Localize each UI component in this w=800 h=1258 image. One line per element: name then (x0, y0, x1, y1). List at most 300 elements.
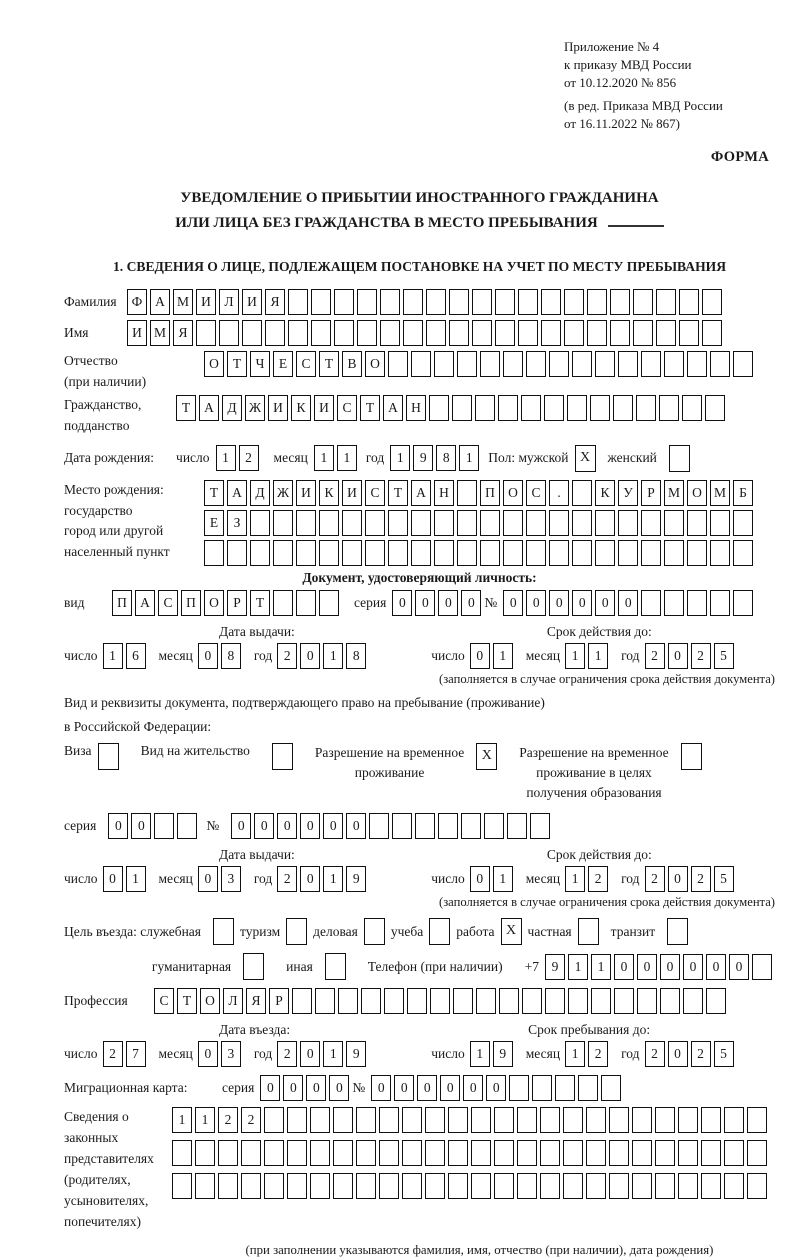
char-cell (637, 988, 657, 1014)
id-restriction-note: (заполняется в случае ограничения срока действия документа) (439, 671, 775, 686)
char-cell: Я (173, 320, 193, 346)
char-cell (664, 540, 684, 566)
char-cell (379, 1140, 399, 1166)
char-cell (334, 320, 354, 346)
char-cell (587, 320, 607, 346)
permit-expiry-month-cells (565, 866, 611, 892)
char-cell (172, 1140, 192, 1166)
char-cell (702, 320, 722, 346)
char-cell (425, 1173, 445, 1199)
char-cell: 0 (461, 590, 481, 616)
char-cell: 1 (591, 954, 611, 980)
char-cell (678, 1107, 698, 1133)
permit-issue-month-cells (198, 866, 244, 892)
char-cell (426, 289, 446, 315)
residence-permit-item (141, 743, 293, 770)
char-cell (287, 1140, 307, 1166)
char-cell: 1 (493, 643, 513, 669)
char-cell (310, 1173, 330, 1199)
char-cell (480, 351, 500, 377)
char-cell (549, 351, 569, 377)
char-cell (392, 813, 412, 839)
char-cell: Т (319, 351, 339, 377)
purpose-work-checkbox: X (501, 918, 522, 945)
char-cell (555, 1075, 575, 1101)
representatives-label: Сведения о законных представителях (родителях, усыновителях, попечителях) (64, 1109, 154, 1229)
char-cell: 0 (198, 643, 218, 669)
char-cell (503, 540, 523, 566)
char-cell (334, 289, 354, 315)
char-cell (411, 351, 431, 377)
char-cell (733, 590, 753, 616)
char-cell (706, 988, 726, 1014)
char-cell: 9 (346, 866, 366, 892)
field-row-permit-series (64, 813, 775, 839)
char-cell: И (296, 480, 316, 506)
char-cell: 2 (645, 866, 665, 892)
char-cell (702, 289, 722, 315)
permit-series-cells (108, 813, 200, 839)
purpose-business-checkbox (364, 918, 385, 945)
char-cell: Т (176, 395, 196, 421)
char-cell: 1 (314, 445, 334, 471)
char-cell: 2 (691, 643, 711, 669)
char-cell: 0 (277, 813, 297, 839)
citizenship-cells (176, 395, 728, 421)
char-cell: З (227, 510, 247, 536)
char-cell (494, 1140, 514, 1166)
char-cell (288, 320, 308, 346)
char-cell (415, 813, 435, 839)
migration-card-label: Миграционная карта: (64, 1080, 188, 1096)
char-cell (733, 540, 753, 566)
char-cell: Ж (273, 480, 293, 506)
char-cell (242, 320, 262, 346)
char-cell (434, 510, 454, 536)
id-expiry-year-cells (645, 643, 737, 669)
entry-dates-row (64, 1041, 775, 1067)
year-label: год (365, 450, 385, 466)
char-cell: И (196, 289, 216, 315)
char-cell (472, 289, 492, 315)
char-cell (618, 510, 638, 536)
char-cell (678, 1140, 698, 1166)
char-cell (273, 510, 293, 536)
char-cell (586, 1173, 606, 1199)
residence-doc-line1: Вид и реквизиты документа, подтверждающего право на пребывание (проживание) (64, 694, 545, 710)
char-cell: С (158, 590, 178, 616)
surname-cells (127, 289, 725, 315)
char-cell: Л (223, 988, 243, 1014)
sex-male-label: Пол: мужской (488, 450, 569, 466)
char-cell (595, 351, 615, 377)
purpose-tourism-label: туризм (240, 923, 281, 939)
char-cell (518, 320, 538, 346)
char-cell (679, 289, 699, 315)
char-cell: И (242, 289, 262, 315)
char-cell (219, 320, 239, 346)
permit-issue-year-cells (277, 866, 369, 892)
char-cell: С (337, 395, 357, 421)
char-cell (590, 395, 610, 421)
char-cell (403, 320, 423, 346)
char-cell: 0 (417, 1075, 437, 1101)
char-cell (710, 540, 730, 566)
char-cell: 1 (493, 866, 513, 892)
char-cell (701, 1107, 721, 1133)
entry-month-cells (198, 1041, 244, 1067)
char-cell: П (112, 590, 132, 616)
char-cell: 1 (470, 1041, 490, 1067)
char-cell: 0 (300, 643, 320, 669)
day-label: число (176, 450, 210, 466)
char-cell (660, 988, 680, 1014)
char-cell (379, 1173, 399, 1199)
char-cell: 7 (126, 1041, 146, 1067)
char-cell: 2 (691, 866, 711, 892)
char-cell: Т (388, 480, 408, 506)
char-cell (659, 395, 679, 421)
char-cell (567, 395, 587, 421)
char-cell (710, 351, 730, 377)
stay-until-group: число 1 9 месяц 1 2 год 2 0 2 5 (431, 1041, 736, 1067)
char-cell (682, 395, 702, 421)
char-cell (425, 1140, 445, 1166)
char-cell (495, 289, 515, 315)
char-cell (338, 988, 358, 1014)
char-cell (752, 954, 772, 980)
char-cell: 0 (618, 590, 638, 616)
char-cell (296, 510, 316, 536)
temp-residence-edu-checkbox (681, 743, 702, 770)
char-cell (724, 1140, 744, 1166)
field-row-migration-card (64, 1075, 775, 1101)
char-cell: 0 (486, 1075, 506, 1101)
entry-date-label: Дата въезда: (219, 1022, 291, 1038)
char-cell: 0 (323, 813, 343, 839)
char-cell (429, 395, 449, 421)
char-cell: 0 (706, 954, 726, 980)
purpose-private-label: частная (527, 923, 572, 939)
char-cell (264, 1140, 284, 1166)
id-expiry-date-group: число 0 1 месяц 1 1 год 2 0 2 5 (431, 643, 736, 669)
char-cell (310, 1107, 330, 1133)
char-cell (591, 988, 611, 1014)
migration-series-cells (260, 1075, 352, 1101)
char-cell: 1 (588, 643, 608, 669)
char-cell (480, 510, 500, 536)
char-cell (609, 1140, 629, 1166)
permit-valid-until-label: Срок действия до: (546, 847, 652, 863)
char-cell (227, 540, 247, 566)
char-cell: 0 (683, 954, 703, 980)
char-cell (541, 320, 561, 346)
char-cell: 0 (572, 590, 592, 616)
char-cell (457, 540, 477, 566)
char-cell: О (503, 480, 523, 506)
char-cell (572, 540, 592, 566)
char-cell (296, 590, 316, 616)
char-cell (333, 1107, 353, 1133)
char-cell (683, 988, 703, 1014)
char-cell (655, 1140, 675, 1166)
char-cell (687, 351, 707, 377)
char-cell (411, 540, 431, 566)
id-doc-dates-row (64, 643, 775, 669)
char-cell: К (291, 395, 311, 421)
char-cell: П (181, 590, 201, 616)
char-cell (241, 1140, 261, 1166)
char-cell: У (618, 480, 638, 506)
char-cell (609, 1107, 629, 1133)
form-title (64, 186, 775, 235)
temp-residence-label: Разрешение на временное проживание (314, 744, 465, 780)
char-cell (572, 480, 592, 506)
char-cell (664, 510, 684, 536)
char-cell: 9 (545, 954, 565, 980)
char-cell (540, 1107, 560, 1133)
char-cell (434, 540, 454, 566)
birth-month-cells (314, 445, 360, 471)
char-cell: 2 (645, 643, 665, 669)
char-cell (540, 1173, 560, 1199)
char-cell (296, 540, 316, 566)
id-expiry-month-cells (565, 643, 611, 669)
char-cell (356, 1140, 376, 1166)
char-cell: 2 (239, 445, 259, 471)
patronymic-cells (204, 351, 756, 377)
char-cell (517, 1107, 537, 1133)
char-cell (532, 1075, 552, 1101)
birth-year-cells (390, 445, 482, 471)
char-cell: 0 (614, 954, 634, 980)
char-cell (564, 320, 584, 346)
char-cell (710, 510, 730, 536)
purpose-private-checkbox (578, 918, 599, 945)
char-cell: 1 (323, 866, 343, 892)
char-cell: О (687, 480, 707, 506)
char-cell (609, 1173, 629, 1199)
char-cell: Ж (245, 395, 265, 421)
char-cell (411, 510, 431, 536)
char-cell: С (154, 988, 174, 1014)
char-cell: Я (265, 289, 285, 315)
purpose-tourism-checkbox (286, 918, 307, 945)
char-cell: 0 (392, 590, 412, 616)
char-cell (494, 1107, 514, 1133)
phone-cells (545, 954, 775, 980)
birth-place-cells-row3 (204, 540, 756, 566)
char-cell: О (365, 351, 385, 377)
purpose-business-label: деловая (313, 923, 358, 939)
char-cell: 2 (277, 1041, 297, 1067)
char-cell: И (342, 480, 362, 506)
char-cell: 0 (371, 1075, 391, 1101)
char-cell (457, 480, 477, 506)
char-cell (664, 590, 684, 616)
char-cell: 2 (277, 866, 297, 892)
char-cell: 1 (126, 866, 146, 892)
migration-number-sign: № (352, 1080, 366, 1096)
char-cell (655, 1173, 675, 1199)
char-cell: Д (250, 480, 270, 506)
char-cell: 0 (526, 590, 546, 616)
temp-residence-edu-label: Разрешение на временное проживание в целях получения образования (519, 744, 669, 801)
field-row-id-doc (64, 590, 775, 616)
char-cell (701, 1140, 721, 1166)
char-cell (503, 351, 523, 377)
char-cell (641, 540, 661, 566)
char-cell: С (526, 480, 546, 506)
temp-residence-edu-item (519, 743, 701, 804)
char-cell (601, 1075, 621, 1101)
char-cell (545, 988, 565, 1014)
char-cell (517, 1140, 537, 1166)
field-row-given-name (64, 320, 775, 346)
char-cell: 0 (103, 866, 123, 892)
char-cell (357, 320, 377, 346)
char-cell: 1 (216, 445, 236, 471)
char-cell: 0 (108, 813, 128, 839)
char-cell (633, 320, 653, 346)
purpose-study-checkbox (429, 918, 450, 945)
char-cell: 0 (503, 590, 523, 616)
char-cell: 2 (691, 1041, 711, 1067)
char-cell (379, 1107, 399, 1133)
char-cell (747, 1140, 767, 1166)
char-cell (498, 395, 518, 421)
char-cell: Р (227, 590, 247, 616)
permit-dates-row (64, 866, 775, 892)
char-cell: 0 (131, 813, 151, 839)
char-cell (195, 1140, 215, 1166)
char-cell (563, 1140, 583, 1166)
char-cell: Е (273, 351, 293, 377)
char-cell: 0 (549, 590, 569, 616)
char-cell (633, 289, 653, 315)
field-row-representatives (64, 1107, 775, 1233)
char-cell (526, 510, 546, 536)
char-cell: А (411, 480, 431, 506)
residence-doc-types-row (64, 743, 775, 804)
form-title-line2: ИЛИ ЛИЦА БЕЗ ГРАЖДАНСТВА В МЕСТО ПРЕБЫВАНИЯ (64, 210, 775, 235)
annotation-line: к приказу МВД России (564, 57, 692, 73)
char-cell: 0 (595, 590, 615, 616)
char-cell (403, 289, 423, 315)
char-cell (448, 1140, 468, 1166)
char-cell: 1 (459, 445, 479, 471)
char-cell: А (199, 395, 219, 421)
char-cell: Т (250, 590, 270, 616)
char-cell (361, 988, 381, 1014)
char-cell: Ч (250, 351, 270, 377)
temp-residence-checkbox: X (476, 743, 497, 770)
profession-label: Профессия (64, 993, 128, 1009)
char-cell (521, 395, 541, 421)
char-cell (273, 540, 293, 566)
char-cell (632, 1140, 652, 1166)
char-cell: 0 (470, 866, 490, 892)
phone-label: Телефон (при наличии) (367, 958, 503, 974)
entry-year-cells (277, 1041, 369, 1067)
id-number-cells (503, 590, 756, 616)
char-cell (587, 289, 607, 315)
char-cell (365, 510, 385, 536)
birth-place-cell-rows (204, 480, 756, 566)
field-row-purpose2-phone (64, 953, 775, 980)
char-cell: 0 (637, 954, 657, 980)
char-cell (426, 320, 446, 346)
char-cell (564, 289, 584, 315)
char-cell: 2 (241, 1107, 261, 1133)
char-cell (544, 395, 564, 421)
char-cell (636, 395, 656, 421)
char-cell (613, 395, 633, 421)
char-cell: 0 (254, 813, 274, 839)
char-cell: 1 (195, 1107, 215, 1133)
order-annotation (564, 38, 775, 133)
char-cell (402, 1173, 422, 1199)
char-cell (154, 813, 174, 839)
patronymic-label: Отчество (при наличии) (64, 352, 147, 389)
char-cell: 0 (300, 866, 320, 892)
char-cell (476, 988, 496, 1014)
char-cell: С (365, 480, 385, 506)
char-cell (365, 540, 385, 566)
annotation-line: Приложение № 4 (564, 39, 660, 54)
char-cell (342, 540, 362, 566)
surname-label: Фамилия (64, 293, 117, 309)
char-cell: 0 (306, 1075, 326, 1101)
id-expiry-day-cells (470, 643, 516, 669)
char-cell: 2 (103, 1041, 123, 1067)
char-cell (319, 590, 339, 616)
char-cell (384, 988, 404, 1014)
char-cell: 0 (438, 590, 458, 616)
char-cell (526, 540, 546, 566)
char-cell (333, 1173, 353, 1199)
char-cell (618, 351, 638, 377)
char-cell: 3 (221, 1041, 241, 1067)
char-cell: И (127, 320, 147, 346)
char-cell (292, 988, 312, 1014)
char-cell (172, 1173, 192, 1199)
char-cell (610, 320, 630, 346)
char-cell: Н (434, 480, 454, 506)
char-cell: Б (733, 480, 753, 506)
char-cell (472, 320, 492, 346)
char-cell: 0 (329, 1075, 349, 1101)
char-cell (457, 351, 477, 377)
char-cell: К (595, 480, 615, 506)
char-cell: 0 (198, 1041, 218, 1067)
char-cell: К (319, 480, 339, 506)
purpose-transit-checkbox (667, 918, 688, 945)
char-cell: 0 (470, 643, 490, 669)
char-cell (250, 540, 270, 566)
char-cell (195, 1173, 215, 1199)
char-cell (517, 1173, 537, 1199)
char-cell: 8 (436, 445, 456, 471)
char-cell (480, 540, 500, 566)
char-cell: 2 (218, 1107, 238, 1133)
purpose-other-checkbox (325, 953, 346, 980)
char-cell: Т (227, 351, 247, 377)
char-cell: П (480, 480, 500, 506)
phone-prefix: +7 (524, 958, 539, 974)
char-cell (632, 1173, 652, 1199)
char-cell: Ф (127, 289, 147, 315)
